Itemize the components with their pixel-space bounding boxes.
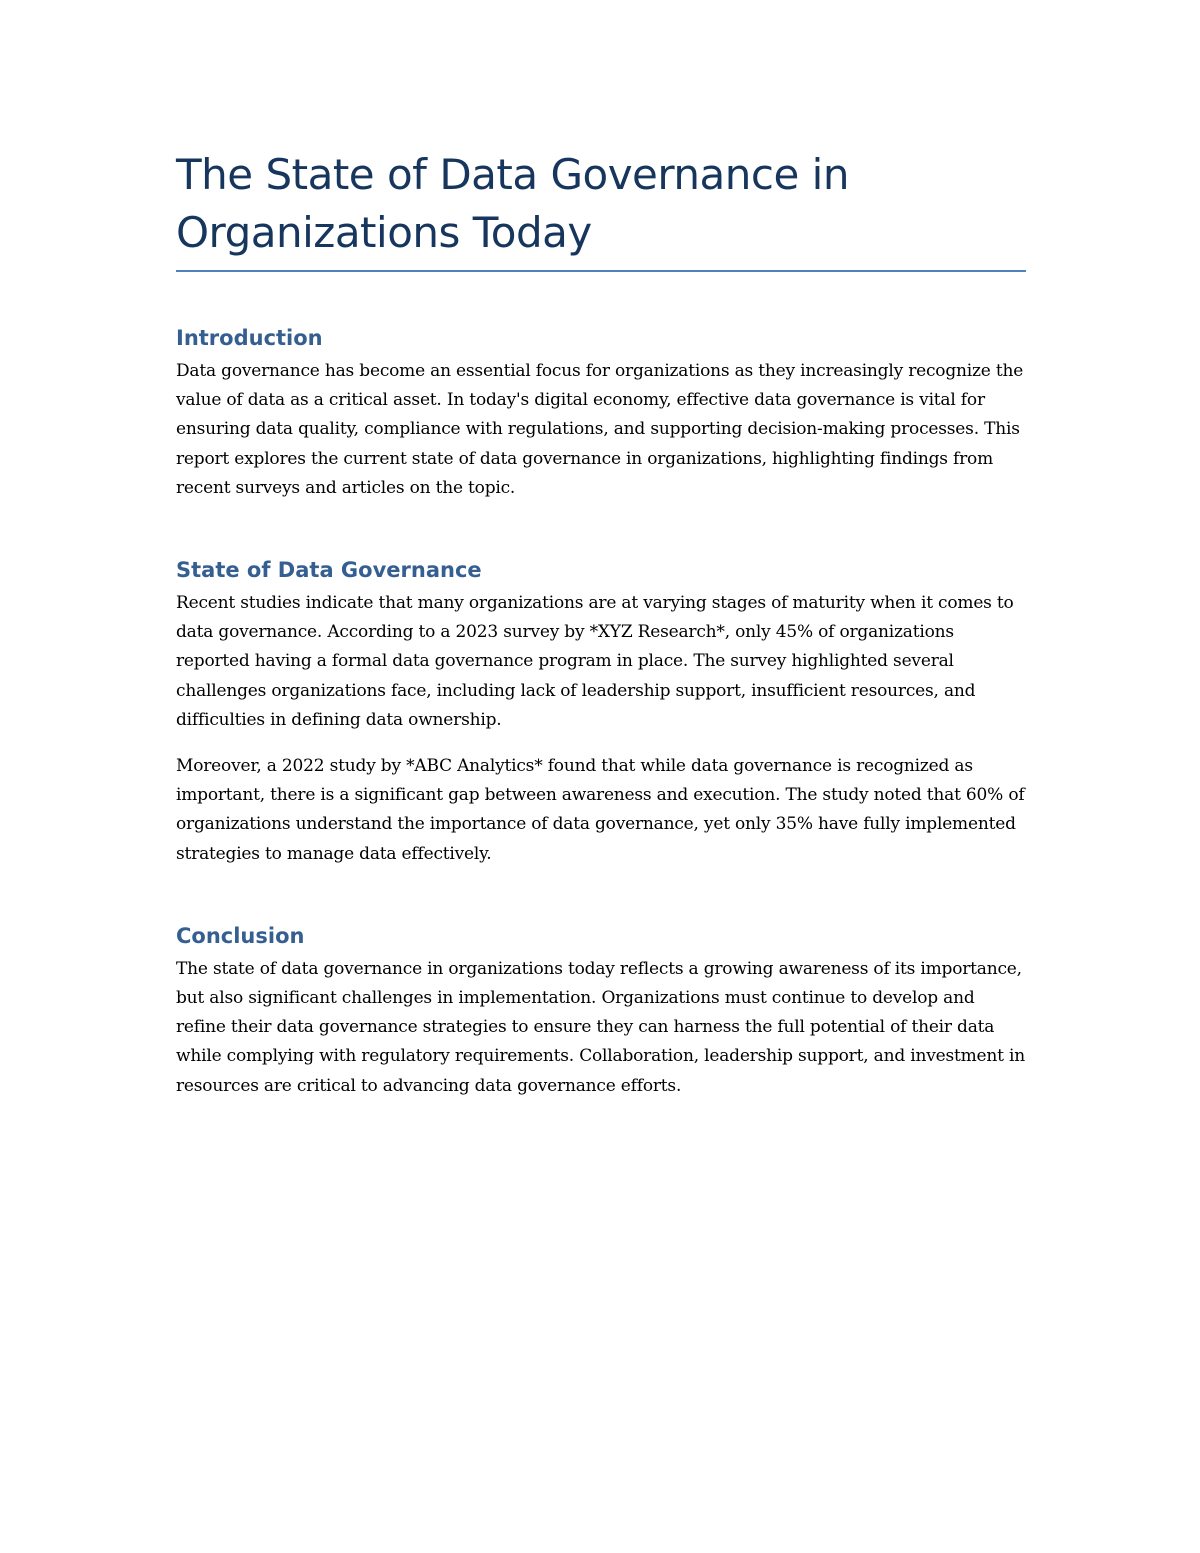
paragraph: Moreover, a 2022 study by *ABC Analytics* found that while data governance is recognized as important, there is a significant gap between awareness and execution. The study noted that 60% of organizations understand the importance of data governance, yet only 35% have fully implemented strategies to manage data effectively. bbox=[176, 756, 1025, 864]
section-heading-state-of-data-governance: State of Data Governance bbox=[176, 558, 482, 583]
section-conclusion bbox=[176, 921, 1026, 1101]
paragraph: Recent studies indicate that many organizations are at varying stages of maturity when it comes to data governance. According to a 2023 survey by *XYZ Research*, only 45% of organizations reported having a formal data governance program in place. The survey highlighted several challenges organizations face, including lack of leadership support, insufficient resources, and difficulties in defining data ownership. bbox=[176, 593, 1014, 730]
paragraph: The state of data governance in organizations today reflects a growing awareness of its importance, but also significant challenges in implementation. Organizations must continue to develop and refine their data governance strategies to ensure they can harness the full potential of their data while complying with regulatory requirements. Collaboration, leadership support, and investment in resources are critical to advancing data governance efforts. bbox=[176, 958, 1025, 1096]
document-body bbox=[176, 146, 1026, 1101]
section-state-of-data-governance bbox=[176, 555, 1026, 869]
section-heading-introduction: Introduction bbox=[176, 326, 323, 350]
section-introduction bbox=[176, 323, 1026, 503]
document-title: The State of Data Governance in Organizations Today bbox=[176, 146, 1026, 272]
paragraph: Data governance has become an essential focus for organizations as they increasingly recognize the value of data as a critical asset. In today's digital economy, effective data governance is vital for ensuring data quality, compliance with regulations, and supporting decision-making processes. This report explores the current state of data governance in organizations, highlighting findings from recent surveys and articles on the topic. bbox=[176, 361, 1024, 498]
section-heading-conclusion: Conclusion bbox=[176, 923, 305, 948]
